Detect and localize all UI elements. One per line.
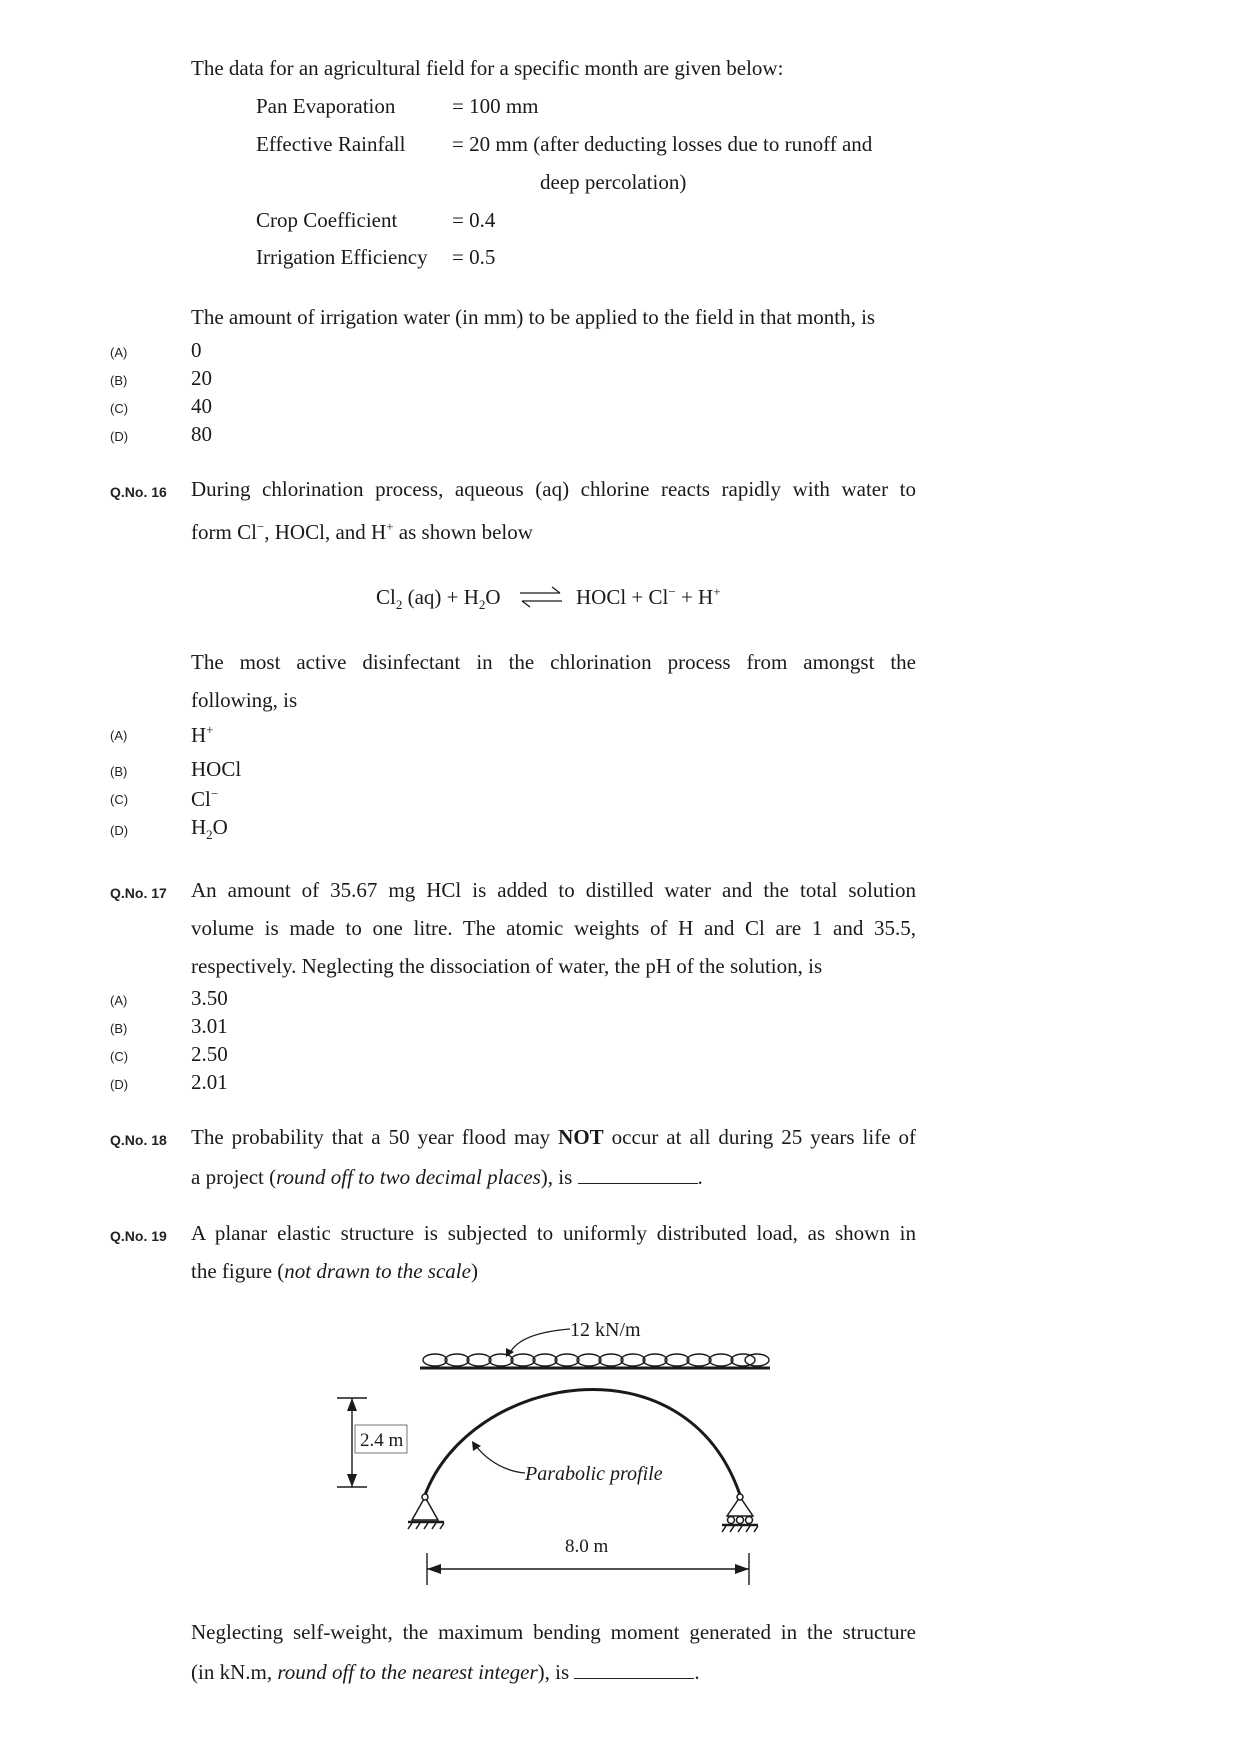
load-leader (510, 1329, 570, 1353)
option-text: Cl− (191, 786, 219, 811)
option-label: (A) (110, 345, 128, 360)
q15-row-value: = 20 mm (after deducting losses due to runoff and (452, 132, 873, 156)
q19-line3: Neglecting self-weight, the maximum bending moment generated in the structure (191, 1620, 916, 1644)
height-label: 2.4 m (360, 1430, 404, 1451)
option-label: (B) (110, 373, 128, 388)
q15-row-label: Irrigation Efficiency (256, 245, 428, 269)
option-text: 3.01 (191, 1014, 228, 1038)
option-text: 0 (191, 338, 202, 362)
question-number: Q.No. 18 (110, 1132, 167, 1148)
q19-line1: A planar elastic structure is subjected to uniformly distributed load, as shown in (191, 1221, 916, 1245)
option-label: (C) (110, 1049, 129, 1064)
q15-row-value: = 100 mm (452, 94, 539, 118)
option-label: (D) (110, 1077, 129, 1092)
q18-line1: The probability that a 50 year flood may NOT occur at all during 25 years life of (191, 1125, 917, 1149)
q18-line2: a project (round off to two decimal places), is . (191, 1165, 703, 1189)
option-text: 3.50 (191, 986, 228, 1010)
option-text: 2.50 (191, 1042, 228, 1066)
question-number: Q.No. 17 (110, 885, 167, 901)
distributed-load (423, 1354, 769, 1366)
q15-row-label: Pan Evaporation (256, 94, 396, 118)
q15-intro: The data for an agricultural field for a specific month are given below: (191, 56, 784, 80)
q15-row-value: = 0.5 (452, 245, 496, 269)
option-label: (B) (110, 764, 128, 779)
option-text: 2.01 (191, 1070, 228, 1094)
q17-line1: An amount of 35.67 mg HCl is added to distilled water and the total solution (191, 878, 916, 902)
q19-line4: (in kN.m, round off to the nearest integer), is . (191, 1660, 700, 1684)
answer-blank[interactable] (578, 1165, 698, 1184)
q17-line2: volume is made to one litre. The atomic weights of H and Cl are 1 and 35.5, (191, 916, 916, 940)
option-label: (D) (110, 429, 129, 444)
option-label: (D) (110, 823, 129, 838)
option-label: (C) (110, 792, 129, 807)
load-label: 12 kN/m (570, 1319, 641, 1341)
pin-support-icon (408, 1494, 444, 1529)
roller-support-icon (722, 1494, 758, 1532)
option-text: 20 (191, 366, 212, 390)
q15-row-value: deep percolation) (540, 170, 687, 194)
option-text: HOCl (191, 757, 242, 781)
q16-line3: The most active disinfectant in the chlorination process from amongst the (191, 650, 916, 674)
arch-figure (320, 1315, 790, 1605)
option-text: 80 (191, 422, 212, 446)
q15-row-label: Effective Rainfall (256, 132, 406, 156)
option-text: H+ (191, 722, 214, 747)
span-label: 8.0 m (565, 1536, 609, 1557)
option-text: $H_2O$ (191, 815, 228, 843)
option-label: (A) (110, 993, 128, 1008)
answer-blank[interactable] (574, 1660, 694, 1679)
option-label: (A) (110, 728, 128, 743)
option-label: (C) (110, 401, 129, 416)
profile-label: Parabolic profile (525, 1463, 663, 1485)
q17-line3: respectively. Neglecting the dissociation of water, the pH of the solution, is (191, 954, 823, 978)
question-number: Q.No. 16 (110, 484, 167, 500)
question-number: Q.No. 19 (110, 1228, 167, 1244)
q16-equation-right: HOCl + Cl− + H+ (576, 584, 721, 609)
option-text: 40 (191, 394, 212, 418)
q16-line4: following, is (191, 688, 298, 712)
q16-line2: form Cl−, HOCl, and H+ as shown below (191, 519, 533, 544)
option-label: (B) (110, 1021, 128, 1036)
equilibrium-arrow-icon (518, 584, 564, 610)
q19-line2: the figure (not drawn to the scale) (191, 1259, 478, 1283)
q16-equation-left: $Cl_2$ $(aq) + H_2O$ (376, 585, 501, 613)
q15-row-label: Crop Coefficient (256, 208, 398, 232)
q15-row-value: = 0.4 (452, 208, 496, 232)
q16-line1: During chlorination process, aqueous (aq) chlorine reacts rapidly with water to (191, 477, 916, 501)
span-dimension (427, 1553, 749, 1585)
q15-question: The amount of irrigation water (in mm) to be applied to the field in that month, is (191, 305, 876, 329)
